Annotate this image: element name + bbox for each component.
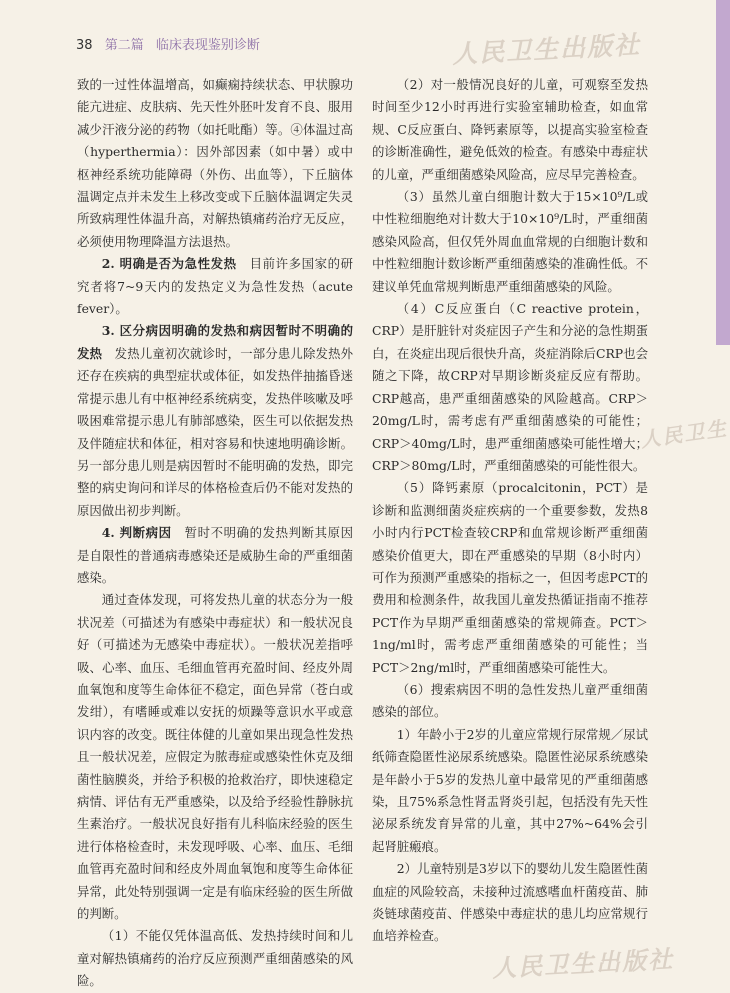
left-column (77, 74, 353, 993)
section-heading: 3. 区分病因明确的发热和病因暂时不明确的发热 (77, 323, 353, 361)
paragraph: （2）对一般情况良好的儿童，可观察至发热时间至少12小时再进行实验室辅助检查，如血常规、C反应蛋白、降钙素原等，以提高实验室检查的诊断准确性，避免低效的检查。有感染中毒症状的儿童，严重细菌感染风险高，应尽早完善检查。 (372, 77, 648, 182)
paragraph: 致的一过性体温增高，如癫痫持续状态、甲状腺功能亢进症、皮肤病、先天性外胚叶发育不良、服用减少汗液分泌的药物（如托吡酯）等。④体温过高（hyperthermia）：因外部因素（如中暑）或中枢神经系统功能障碍（外伤、出血等），下丘脑体温调定点并未发生上移改变或下丘脑体温调定失灵所致病理性体温升高，对解热镇痛药治疗无反应，必须使用物理降温方法退热。 (77, 77, 353, 249)
paragraph: （4）C反应蛋白（C reactive protein，CRP）是肝脏针对炎症因子产生和分泌的急性期蛋白，在炎症出现后很快升高，炎症消除后CRP也会随之下降，故CRP对早期诊断炎症反应有帮助。CRP越高，患严重细菌感染的风险越高。CRP＞20mg/L时，需考虑有严重细菌感染的可能性；CRP＞40mg/L时，患严重细菌感染可能性增大；CRP＞80mg/L时，严重细菌感染的可能性很大。 (372, 301, 648, 473)
paragraph: （3）虽然儿童白细胞计数大于15×10⁹/L或中性粒细胞绝对计数大于10×10⁹/L时，严重细菌感染风险高，但仅凭外周血血常规的白细胞计数和中性粒细胞计数诊断严重细菌感染的准确性低。不建议单凭血常规判断患严重细菌感染的风险。 (372, 189, 648, 294)
watermark-bottom: 人民卫生出版社 (491, 944, 675, 983)
paragraph-body: 暂时不明确的发热判断其原因是自限性的普通病毒感染还是威胁生命的严重细菌感染。 (77, 525, 354, 585)
paragraph: 通过查体发现，可将发热儿童的状态分为一般状况差（可描述为有感染中毒症状）和一般状况良好（可描述为无感染中毒症状）。一般状况差指呼吸、心率、血压、毛细血管再充盈时间、经皮外周血氧饱和度等生命体征不稳定，面色异常（苍白或发绀），有嗜睡或难以安抚的烦躁等意识水平或意识内容的改变。既往体健的儿童如果出现急性发热且一般状况差，应假定为脓毒症或感染性休克及细菌性脑膜炎，并给予积极的抢救治疗，即快速稳定病情、评估有无严重感染，以及给予经验性静脉抗生素治疗。一般状况良好指有儿科临床经验的医生进行体格检查时，未发现呼吸、心率、血压、毛细血管再充盈时间和经皮外周血氧饱和度等生命体征异常，此处特别强调一定是有临床经验的医生所做的判断。 (77, 592, 353, 922)
chapter-label: 第二篇 (104, 38, 144, 53)
section-title: 临床表现鉴别诊断 (155, 38, 260, 53)
paragraph-judge-cause (77, 522, 353, 589)
watermark-top: 人民卫生出版社 (451, 30, 642, 69)
paragraph: （6）搜索病因不明的急性发热儿童严重细菌感染的部位。 (372, 681, 648, 720)
page-header (76, 36, 260, 56)
paragraph: （5）降钙素原（procalcitonin，PCT）是诊断和监测细菌炎症疾病的一个重要参数，发热8小时内行PCT检查较CRP和血常规诊断严重细菌感染价值更大，即在严重感染的早期（8小时内）可作为预测严重感染的指标之一，但因考虑PCT的费用和检测条件，故我国儿童发热循证指南不推荐PCT作为早期严重细菌感染的常规筛查。PCT＞1ng/ml时，需考虑严重细菌感染的可能性；当PCT＞2ng/ml时，严重细菌感染可能性大。 (372, 480, 648, 675)
paragraph: 1）年龄小于2岁的儿童应常规行尿常规／尿试纸筛查隐匿性泌尿系统感染。隐匿性泌尿系统感染是年龄小于5岁的发热儿童中最常见的严重细菌感染，且75%系急性肾盂肾炎引起，包括没有先天性泌尿系统发育异常的儿童，其中27%~64%会引起肾脏瘢痕。 (372, 726, 648, 854)
paragraph-differentiate (77, 320, 353, 522)
chapter-edge-tab (716, 0, 730, 345)
paragraph: （1）不能仅凭体温高低、发热持续时间和儿童对解热镇痛药的治疗反应预测严重细菌感染的风险。 (77, 928, 353, 989)
section-heading: 4. 判断病因 (101, 525, 172, 541)
paragraph-body: 目前许多国家的研究者将7~9天内的发热定义为急性发热（acute fever）。 (77, 256, 354, 317)
paragraph: 2）儿童特别是3岁以下的婴幼儿发生隐匿性菌血症的风险较高，未接种过流感嗜血杆菌疫苗、肺炎链球菌疫苗、伴感染中毒症状的患儿均应常规行血培养检查。 (372, 861, 648, 944)
right-column (372, 74, 648, 948)
section-heading: 2. 明确是否为急性发热 (101, 256, 237, 272)
paragraph-body: 发热儿童初次就诊时，一部分患儿除发热外还存在疾病的典型症状或体征，如发热伴抽搐昏迷常提示患儿有中枢神经系统病变，发热伴咳嗽及呼吸困难常提示患儿有肺部感染，医生可以依据发热及伴随症状和体征，相对容易和快速地明确诊断。另一部分患儿则是病因暂时不能明确的发热，即完整的病史询问和详尽的体格检查后仍不能对发热的原因做出初步判断。 (77, 345, 354, 518)
page-number: 38 (76, 38, 93, 53)
paragraph-acute-fever (77, 253, 353, 320)
watermark-mid: 人民卫生 (638, 415, 730, 452)
